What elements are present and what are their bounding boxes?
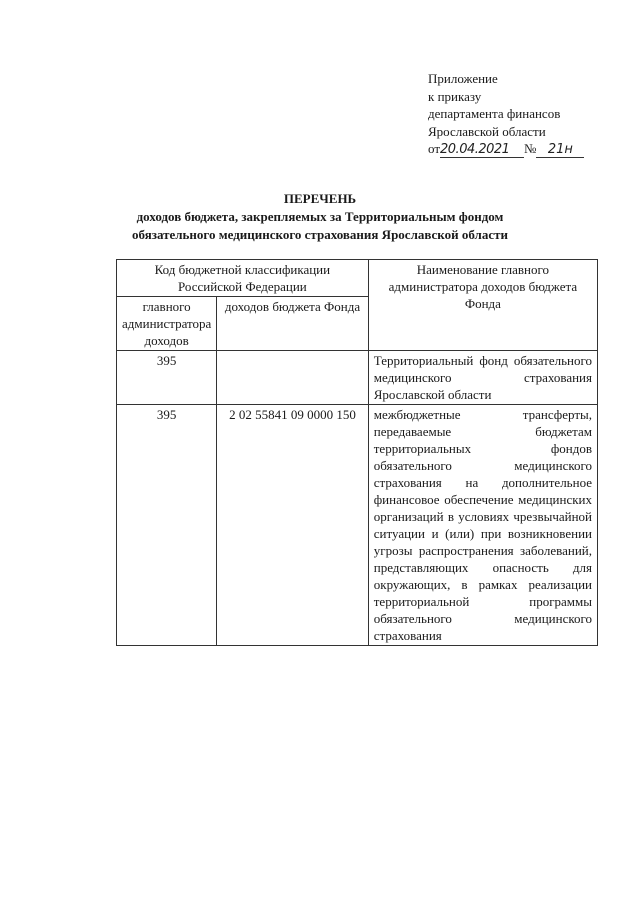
appendix-block bbox=[428, 70, 584, 158]
appendix-line-1: Приложение bbox=[428, 71, 498, 86]
appendix-date-line bbox=[428, 140, 584, 158]
appendix-line-3: департамента финансов bbox=[428, 106, 561, 121]
handwritten-date: 20.04.2021 bbox=[440, 143, 524, 158]
table-header-row bbox=[117, 260, 598, 297]
appendix-line-2: к приказу bbox=[428, 88, 482, 104]
document-title bbox=[0, 190, 640, 244]
title-line-2: обязательного медицинского страхования Ярославской области bbox=[132, 227, 508, 242]
cell-name: Территориальный фонд обязательного медицинского страхования Ярославской области bbox=[368, 351, 597, 405]
header-admin-code: главного администратора доходов bbox=[117, 297, 217, 351]
table-row bbox=[117, 351, 598, 405]
header-kbk: Код бюджетной классификации Российской Федерации bbox=[117, 260, 369, 297]
header-admin-name: Наименование главного администратора доходов бюджета Фонда bbox=[368, 260, 597, 351]
header-income-code: доходов бюджета Фонда bbox=[217, 297, 368, 351]
cell-code bbox=[217, 351, 368, 405]
cell-code: 2 02 55841 09 0000 150 bbox=[217, 405, 368, 646]
cell-admin: 395 bbox=[117, 351, 217, 405]
title-heading: ПЕРЕЧЕНЬ bbox=[283, 191, 357, 206]
cell-admin: 395 bbox=[117, 405, 217, 646]
revenue-table bbox=[116, 259, 598, 646]
date-prefix: от bbox=[428, 141, 441, 156]
handwritten-number: 21н bbox=[536, 143, 584, 158]
number-prefix: № bbox=[524, 141, 537, 156]
table-row bbox=[117, 405, 598, 646]
cell-name: межбюджетные трансферты, передаваемые бюджетам территориальных фондов обязательного медицинского страхования на дополнительное финансовое обеспечение медицинских организаций в условиях чрезвычайной ситуации и (или) при возникновении угрозы распространения заболеваний, представляющих опасность для окружающих, в рамках реализации территориальной программы обязательного медицинского страхования bbox=[368, 405, 597, 646]
title-line-1: доходов бюджета, закрепляемых за Территориальным фондом bbox=[136, 209, 504, 224]
appendix-line-4: Ярославской области bbox=[428, 123, 546, 139]
